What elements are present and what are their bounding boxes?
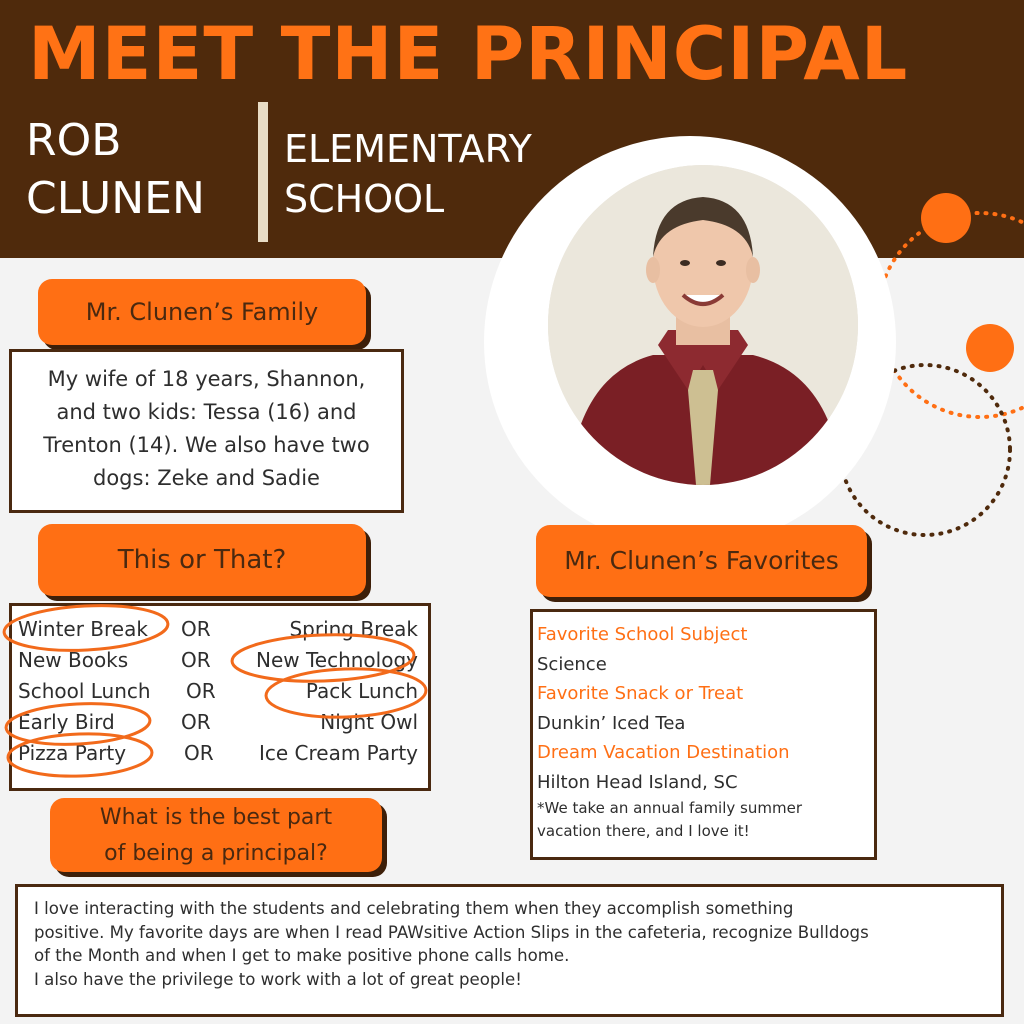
this-or-that-box: [9, 603, 431, 791]
page-title: MEET THE PRINCIPAL: [28, 12, 909, 97]
best-part-line-4: I also have the privilege to work with a lot of great people!: [34, 969, 522, 989]
best-part-line-3: of the Month and when I get to make positive phone calls home.: [34, 946, 570, 965]
best-part-line-1: I love interacting with the students and celebrating them when they accomplish something: [34, 899, 794, 918]
dream-vacation-label: Dream Vacation Destination: [537, 742, 790, 763]
favorite-snack-label: Favorite Snack or Treat: [537, 683, 744, 704]
school-line-1: ELEMENTARY: [284, 127, 532, 171]
best-part-heading-line-2: of being a principal?: [104, 841, 328, 866]
family-heading: Mr. Clunen’s Family: [38, 279, 366, 345]
or-label: OR: [184, 741, 214, 765]
favorite-subject-value: Science: [537, 653, 607, 675]
header-divider: [258, 102, 268, 242]
this-or-that-row: [12, 741, 428, 772]
option-right: New Technology: [255, 648, 418, 672]
option-right: Night Owl: [320, 710, 418, 734]
or-label: OR: [181, 710, 211, 734]
favorites-box: [530, 609, 877, 860]
option-right: Ice Cream Party: [258, 741, 418, 765]
option-left: Winter Break: [18, 617, 148, 641]
or-label: OR: [181, 617, 211, 641]
this-or-that-row: [12, 648, 428, 679]
or-label: OR: [186, 679, 216, 703]
favorite-subject-label: Favorite School Subject: [537, 624, 748, 645]
school-name: [284, 124, 532, 224]
option-left: Pizza Party: [18, 741, 127, 765]
this-or-that-row: [12, 679, 428, 710]
principal-name: [26, 112, 205, 228]
dream-vacation-value: Hilton Head Island, SC: [537, 771, 738, 793]
option-left: Early Bird: [18, 710, 115, 734]
principal-portrait-illustration: [548, 165, 858, 485]
family-box: [9, 349, 404, 513]
family-line-3: Trenton (14). We also have two: [43, 433, 370, 457]
option-right: Spring Break: [289, 617, 418, 641]
family-line-1: My wife of 18 years, Shannon,: [47, 367, 366, 391]
best-part-heading-line-1: What is the best part: [99, 805, 333, 830]
school-line-2: SCHOOL: [284, 177, 445, 221]
name-line-1: ROB: [26, 115, 122, 166]
best-part-box: [15, 884, 1004, 1017]
family-line-4: dogs: Zeke and Sadie: [93, 466, 320, 490]
best-part-heading: [50, 798, 382, 872]
principal-photo: [548, 165, 858, 485]
option-left: School Lunch: [18, 679, 151, 703]
option-left: New Books: [18, 648, 129, 672]
or-label: OR: [181, 648, 211, 672]
this-or-that-row: [12, 710, 428, 741]
this-or-that-row: [12, 617, 428, 648]
favorite-snack-value: Dunkin’ Iced Tea: [537, 712, 686, 734]
vacation-note-line-1: *We take an annual family summer: [537, 799, 802, 817]
this-or-that-heading: This or That?: [38, 524, 366, 596]
family-line-2: and two kids: Tessa (16) and: [56, 400, 357, 424]
name-line-2: CLUNEN: [26, 173, 205, 224]
best-part-line-2: positive. My favorite days are when I read PAWsitive Action Slips in the cafeteria, recognize Bulldogs: [34, 922, 869, 942]
favorites-heading: Mr. Clunen’s Favorites: [536, 525, 867, 597]
vacation-note-line-2: vacation there, and I love it!: [537, 822, 750, 840]
option-right: Pack Lunch: [305, 679, 418, 703]
